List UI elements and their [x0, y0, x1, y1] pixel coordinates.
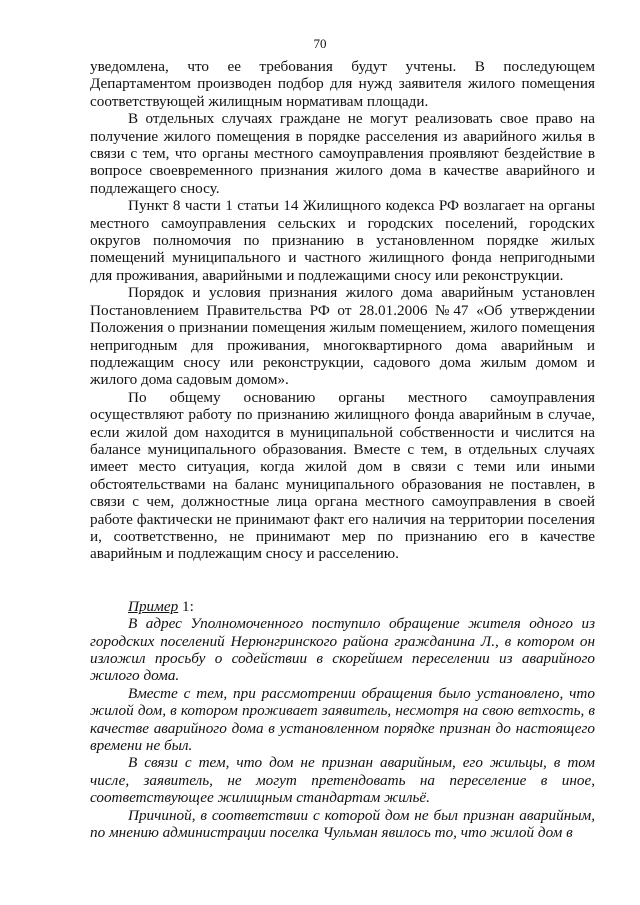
paragraph: По общему основанию органы местного самоуправления осуществляют работу по признанию жилищного фонда аварийным в случае, если жилой дом находится в муниципальной собственности и числится на балансе муниципального образования. Вместе с тем, в отдельных случаях имеет место ситуация, когда жилой дом в связи с теми или иными обстоятельствами на баланс муниципального образования не поставлен, в связи с чем, должностные лица органа местного самоуправления в своей работе фактически не принимают факт его наличия на территории поселения и, соответственно, не принимают мер по признанию его в качестве аварийным и подлежащим сносу и расселению.	[90, 388, 595, 563]
section-spacer	[90, 563, 595, 598]
example-title: Пример	[128, 597, 179, 615]
example-body	[90, 615, 595, 841]
paragraph: Пункт 8 части 1 статьи 14 Жилищного кодекса РФ возлагает на органы местного самоуправления сельских и городских поселений, городских округов полномочия по признанию в установленном порядке жилых помещений муниципального и частного жилищного фонда непригодными для проживания, аварийными и подлежащими сносу или реконструкции.	[90, 197, 595, 284]
paragraph-continuation: уведомлена, что ее требования будут учтены. В последующем Департаментом производен подбор для нужд заявителя жилого помещения соответствующей жилищным нормативам площади.	[90, 58, 595, 110]
example-paragraph: В связи с тем, что дом не признан аварийным, его жильцы, в том числе, заявитель, не могут претендовать на переселение в иное, соответствующее жилищным стандартам жильё.	[90, 754, 595, 807]
paragraph: В отдельных случаях граждане не могут реализовать свое право на получение жилого помещения в порядке расселения из аварийного жилья в связи с тем, что органы местного самоуправления проявляют бездействие в вопросе своевременного признания жилого дома в качестве аварийного и подлежащего сносу.	[90, 110, 595, 197]
example-number: 1:	[181, 597, 194, 615]
document-body	[90, 58, 595, 841]
example-paragraph: Причиной, в соответствии с которой дом не был признан аварийным, по мнению администрации поселка Чульман явилось то, что жилой дом в	[90, 806, 595, 842]
paragraph: Порядок и условия признания жилого дома аварийным установлен Постановлением Правительства РФ от 28.01.2006 №47 «Об утверждении Положения о признании помещения жилым помещением, жилого помещения непригодным для проживания, многоквартирного дома аварийным и подлежащим сносу или реконструкции, садового дома жилым домом и жилого дома садовым домом».	[90, 284, 595, 389]
example-heading	[90, 598, 595, 615]
example-paragraph: В адрес Уполномоченного поступило обращение жителя одного из городских поселений Нерюнгринского района гражданина Л., в котором он изложил просьбу о содействии в скорейшем переселении из аварийного жилого дома.	[90, 615, 595, 685]
page-number: 70	[313, 36, 327, 51]
example-paragraph: Вместе с тем, при рассмотрении обращения было установлено, что жилой дом, в котором проживает заявитель, несмотря на свою ветхость, в качестве аварийного дома в установленном порядке признан до настоящего времени не был.	[90, 684, 595, 755]
